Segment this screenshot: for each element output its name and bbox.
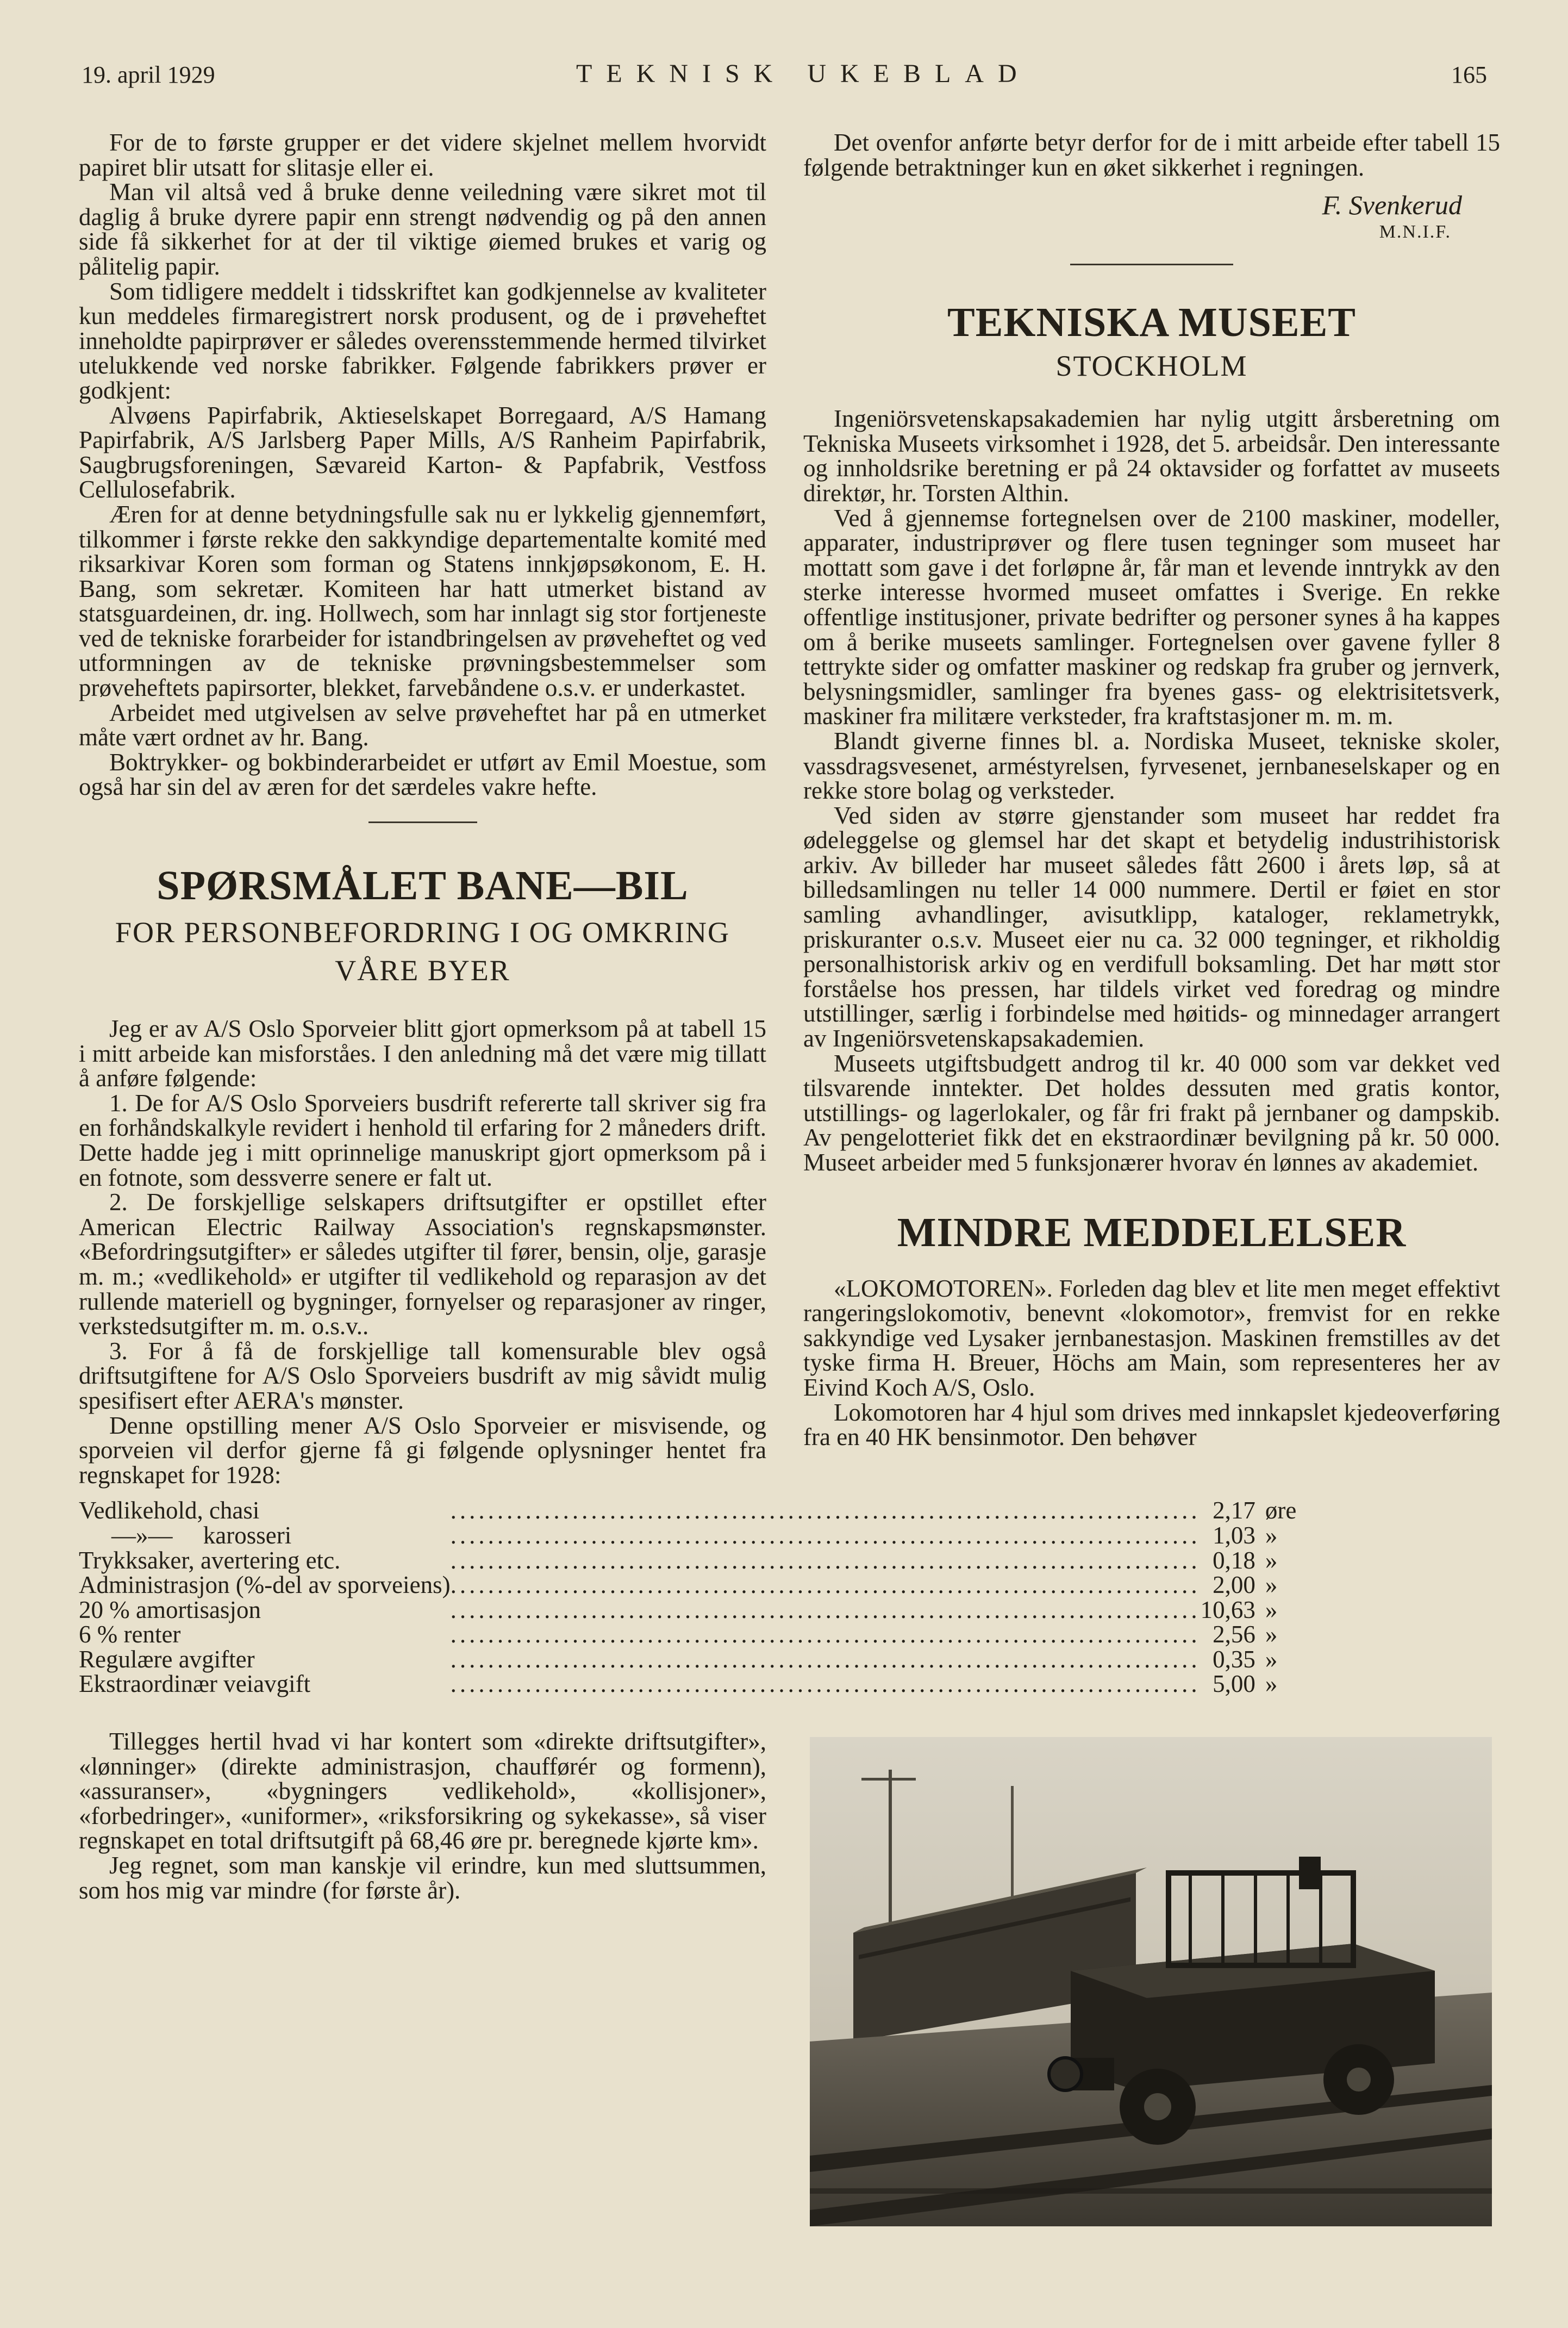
paragraph: Jeg regnet, som man kanskje vil erindre, kun med sluttsummen, som hos mig var mindre (for første år). <box>79 1852 766 1904</box>
header-date: 19. april 1929 <box>82 61 215 88</box>
paragraph: Museets utgiftsbudgett androg til kr. 40 000 som var dekket ved tilsvarende inntekter. Det holdes dessuten med gratis kontor, utstillings- og lagerlokaler, og får fri frakt på jernbaner og dampskib. Av pengelotteriet fikk det en ekstraordinær bevilgning på kr. 50 000. Museet arbeider med 5 funksjonærer hvorav én lønnes av akademiet. <box>803 1049 1500 1176</box>
cost-label: Vedlikehold, chasi <box>79 1497 260 1524</box>
paragraph: Æren for at denne betydningsfulle sak nu er lykkelig gjennemført, tilkommer i første rekke den sakkyndige departementalte komité med riksarkivar Koren som forman og Statens innkjøpsøkonom, E. H. Bang, som sekretær. Komiteen har hatt utmerket bistand av statsguardeinen, dr. ing. Hollwech, som har innlagt sig stor fortjeneste ved de tekniske forarbeider for istandbringelsen av prøveheftet og ved utformningen av de tekniske prøvningsbestemmelser som prøveheftets papirsorter, blekket, farvebåndene o.s.v. er underkastet. <box>79 500 766 702</box>
section-divider <box>368 821 477 823</box>
paragraph: Som tidligere meddelt i tidsskriftet kan godkjennelse av kvaliteter kun meddeles firmaregistrert norsk produsent, og de i prøveheftet inneholdte papirprøver er således overensstemmende hermed tilvirket utelukkende ved norske fabrikker. Følgende fabrikkers prøver er godkjent: <box>79 277 766 404</box>
cost-value: 2,17 <box>1213 1497 1255 1524</box>
paragraph: Boktrykker- og bokbinderarbeidet er utført av Emil Moestue, som også har sin del av æren for det særdeles vakre hefte. <box>79 748 766 801</box>
paragraph: Denne opstilling mener A/S Oslo Sporveier er misvisende, og sporveien vil derfor gjerne få gi følgende oplysninger hentet fra regnskapet for 1928: <box>79 1411 766 1489</box>
section-subtitle: VÅRE BYER <box>335 954 510 987</box>
paragraph: 1. De for A/S Oslo Sporveiers busdrift refererte tall skriver sig fra en forhåndskalkyle revidert i henhold til erfaring for 2 måneders drift. Dette hadde jeg i mitt oprinnelige manuskript gjort opmerksom på i en fotnote, som dessverre senere er falt ut. <box>79 1089 766 1191</box>
table-row: Regulære avgifter ................................................................................ 0,35 » <box>79 1647 1296 1672</box>
table-row: Administrasjon (%-del av sporveiens) ................................................................................ 2,00 » <box>79 1573 1296 1598</box>
cost-unit: » <box>1265 1621 1278 1648</box>
paragraph: 3. For å få de forskjellige tall komensurable blev også driftsutgiftene for A/S Oslo Sporveiers busdrift av mig såvidt mulig spesifisert efter AERA's mønster. <box>79 1337 766 1414</box>
cost-value: 0,18 <box>1213 1546 1255 1574</box>
paragraph: Tillegges hertil hvad vi har kontert som «direkte driftsutgifter», «lønninger» (direkte administrasjon, chaufførér og formenn), «assuranser», «bygningers vedlikehold», «kollisjoner», «forbedringer», «uniformer», «riksforsikring og sykekasse», så viser regnskapet en total driftsutgift på 68,46 øre pr. beregnede kjørte km». <box>79 1728 766 1854</box>
paragraph: «LOKOMOTOREN». Forleden dag blev et lite men meget effektivt rangeringslokomotiv, benevnt «lokomotor», fremvist for en rekke sakkyndige ved Lysaker jernbanestasjon. Maskinen fremstilles av det tyske firma H. Breuer, Höchs am Main, som representeres her av Eivind Koch A/S, Oslo. <box>803 1274 1500 1401</box>
paragraph: Jeg er av A/S Oslo Sporveier blitt gjort opmerksom på at tabell 15 i mitt arbeide kan misforståes. I den anledning må det være mig tillatt å anføre følgende: <box>79 1015 766 1092</box>
author-signature: F. Svenkerud <box>1322 190 1462 221</box>
cost-label: 6 % renter <box>79 1621 181 1648</box>
table-row: Trykksaker, avertering etc. ................................................................................ 0,18 » <box>79 1548 1296 1573</box>
cost-value: 2,00 <box>1213 1571 1255 1599</box>
locomotive-photo <box>810 1737 1492 2226</box>
paragraph: Blandt giverne finnes bl. a. Nordiska Museet, tekniske skoler, vassdragsvesenet, arméstyrelsen, fyrvesenet, jernbaneselskaper og en rekke store bolag og verksteder. <box>803 727 1500 805</box>
section-title-museum: TEKNISKA MUSEET <box>947 300 1356 346</box>
section-divider <box>1070 264 1233 265</box>
paragraph: Arbeidet med utgivelsen av selve prøveheftet har på en utmerket måte vært ordnet av hr. Bang. <box>79 699 766 751</box>
paragraph: Ved å gjennemse fortegnelsen over de 2100 maskiner, modeller, apparater, industriprøver og flere tusen tegninger som museet har mottatt som gave i det forløpne år, får man et levende inntrykk av den sterke interesse hvormed museet omfattes i Sverige. En rekke offentlige institusjoner, private bedrifter og personer synes å ha kappes om å berike museets samlinger. Fortegnelsen over gavene fyller 8 tettrykte sider og omfatter maskiner og redskap fra gruber og jernverk, belysningsmidler, samlinger fra byenes gass- og elektrisitetsverk, maskiner fra militære verksteder, fra kraftstasjoner m. m. m. <box>803 504 1500 730</box>
header-page-number: 165 <box>1451 61 1487 88</box>
cost-label: —»— karosseri <box>111 1521 292 1549</box>
table-row: Vedlikehold, chasi ................................................................................ 2,17 øre <box>79 1497 1297 1524</box>
table-row: 6 % renter ................................................................................ 2,56 » <box>79 1622 1296 1647</box>
section-title-bane-bil: SPØRSMÅLET BANE—BIL <box>157 863 689 909</box>
cost-unit: » <box>1265 1670 1278 1698</box>
section-subtitle: FOR PERSONBEFORDRING I OG OMKRING <box>115 916 730 949</box>
paragraph: Det ovenfor anførte betyr derfor for de i mitt arbeide efter tabell 15 følgende betraktninger kun en øket sikkerhet i regningen. <box>803 129 1500 181</box>
paragraph: Ingeniörsvetenskapsakademien har nylig utgitt årsberetning om Tekniska Museets virksomhet i 1928, det 5. arbeidsår. Den interessante og innholdsrike beretning er på 24 oktavsider og forfattet av museets direktør, hr. Torsten Althin. <box>803 405 1500 507</box>
cost-unit: » <box>1265 1521 1278 1549</box>
paragraph: Man vil altså ved å bruke denne veiledning være sikret mot til daglig å bruke dyrere papir enn strengt nødvendig og på den annen side få sikkerhet for at der til viktige øiemed brukes et varig og pålitelig papir. <box>79 178 766 280</box>
paragraph: 2. De forskjellige selskapers driftsutgifter er opstillet efter American Electric Railway Association's regnskapsmønster. «Befordringsutgifter» er således utgifter til fører, bensin, olje, garasje m. m.; «vedlikehold» er utgifter til vedlikehold og reparasjon av det rullende materiell og bygninger, fornyelser og reparasjoner av ringer, verkstedsutgifter m. m. o.s.v.. <box>79 1188 766 1340</box>
cost-value: 1,03 <box>1213 1521 1255 1549</box>
table-row: 20 % amortisasjon ................................................................................ 10,63 » <box>79 1598 1296 1623</box>
cost-value: 5,00 <box>1213 1670 1255 1698</box>
cost-label: Ekstraordinær veiavgift <box>79 1670 311 1698</box>
paragraph: For de to første grupper er det videre skjelnet mellem hvorvidt papiret blir utsatt for slitasje eller ei. <box>79 129 766 181</box>
cost-label: 20 % amortisasjon <box>79 1596 261 1623</box>
table-row: —»— karosseri ................................................................................ 1,03 » <box>79 1523 1296 1548</box>
cost-value: 10,63 <box>1200 1596 1255 1623</box>
cost-value: 0,35 <box>1213 1645 1255 1673</box>
paragraph: Ved siden av større gjenstander som museet har reddet fra ødeleggelse og glemsel har det skapt et betydelig industrihistorisk arkiv. Av billeder har museet således fått 2600 i årets løp, så at billedsamlingen nu teller 14 000 nummere. Dertil er føiet en stor samling avhandlinger, avisutklipp, kataloger, reklametrykk, priskuranter o.s.v. Museet eier nu ca. 32 000 tegninger, et rikholdig personalhistorisk arkiv og en verdifull boksamling. Det har møtt stor forståelse hos pressen, har tildels virket ved foredrag og mindre utstillinger, særlig i forbindelse med høitids- og minnedager arrangert av Ingeniörsvetenskapsakademien. <box>803 801 1500 1053</box>
header-journal-title: TEKNISK UKEBLAD <box>576 59 1031 88</box>
author-title: M.N.I.F. <box>1379 222 1451 242</box>
section-subtitle: STOCKHOLM <box>1055 350 1248 383</box>
cost-value: 2,56 <box>1213 1621 1255 1648</box>
cost-unit: » <box>1265 1571 1278 1599</box>
cost-label: Regulære avgifter <box>79 1645 255 1673</box>
cost-unit: » <box>1265 1645 1278 1673</box>
cost-label: Trykksaker, avertering etc. <box>79 1546 341 1574</box>
table-row: Ekstraordinær veiavgift ................................................................................ 5,00 » <box>79 1672 1296 1697</box>
paragraph: Lokomotoren har 4 hjul som drives med innkapslet kjedeoverføring fra en 40 HK bensinmotor. Den behøver <box>803 1398 1500 1451</box>
right-column <box>803 130 1500 1450</box>
paragraph: Alvøens Papirfabrik, Aktieselskapet Borregaard, A/S Hamang Papirfabrik, A/S Jarlsberg Paper Mills, A/S Ranheim Papirfabrik, Saugbrugsforeningen, Sævareid Karton- & Papfabrik, Vestfoss Cellulosefabrik. <box>79 401 766 503</box>
cost-table <box>79 1498 1296 1697</box>
cost-unit: øre <box>1265 1497 1297 1524</box>
section-title-mindre: MINDRE MEDDELELSER <box>897 1209 1407 1255</box>
cost-unit: » <box>1265 1596 1278 1623</box>
cost-label: Administrasjon (%-del av sporveiens) <box>79 1571 451 1599</box>
cost-unit: » <box>1265 1546 1278 1574</box>
